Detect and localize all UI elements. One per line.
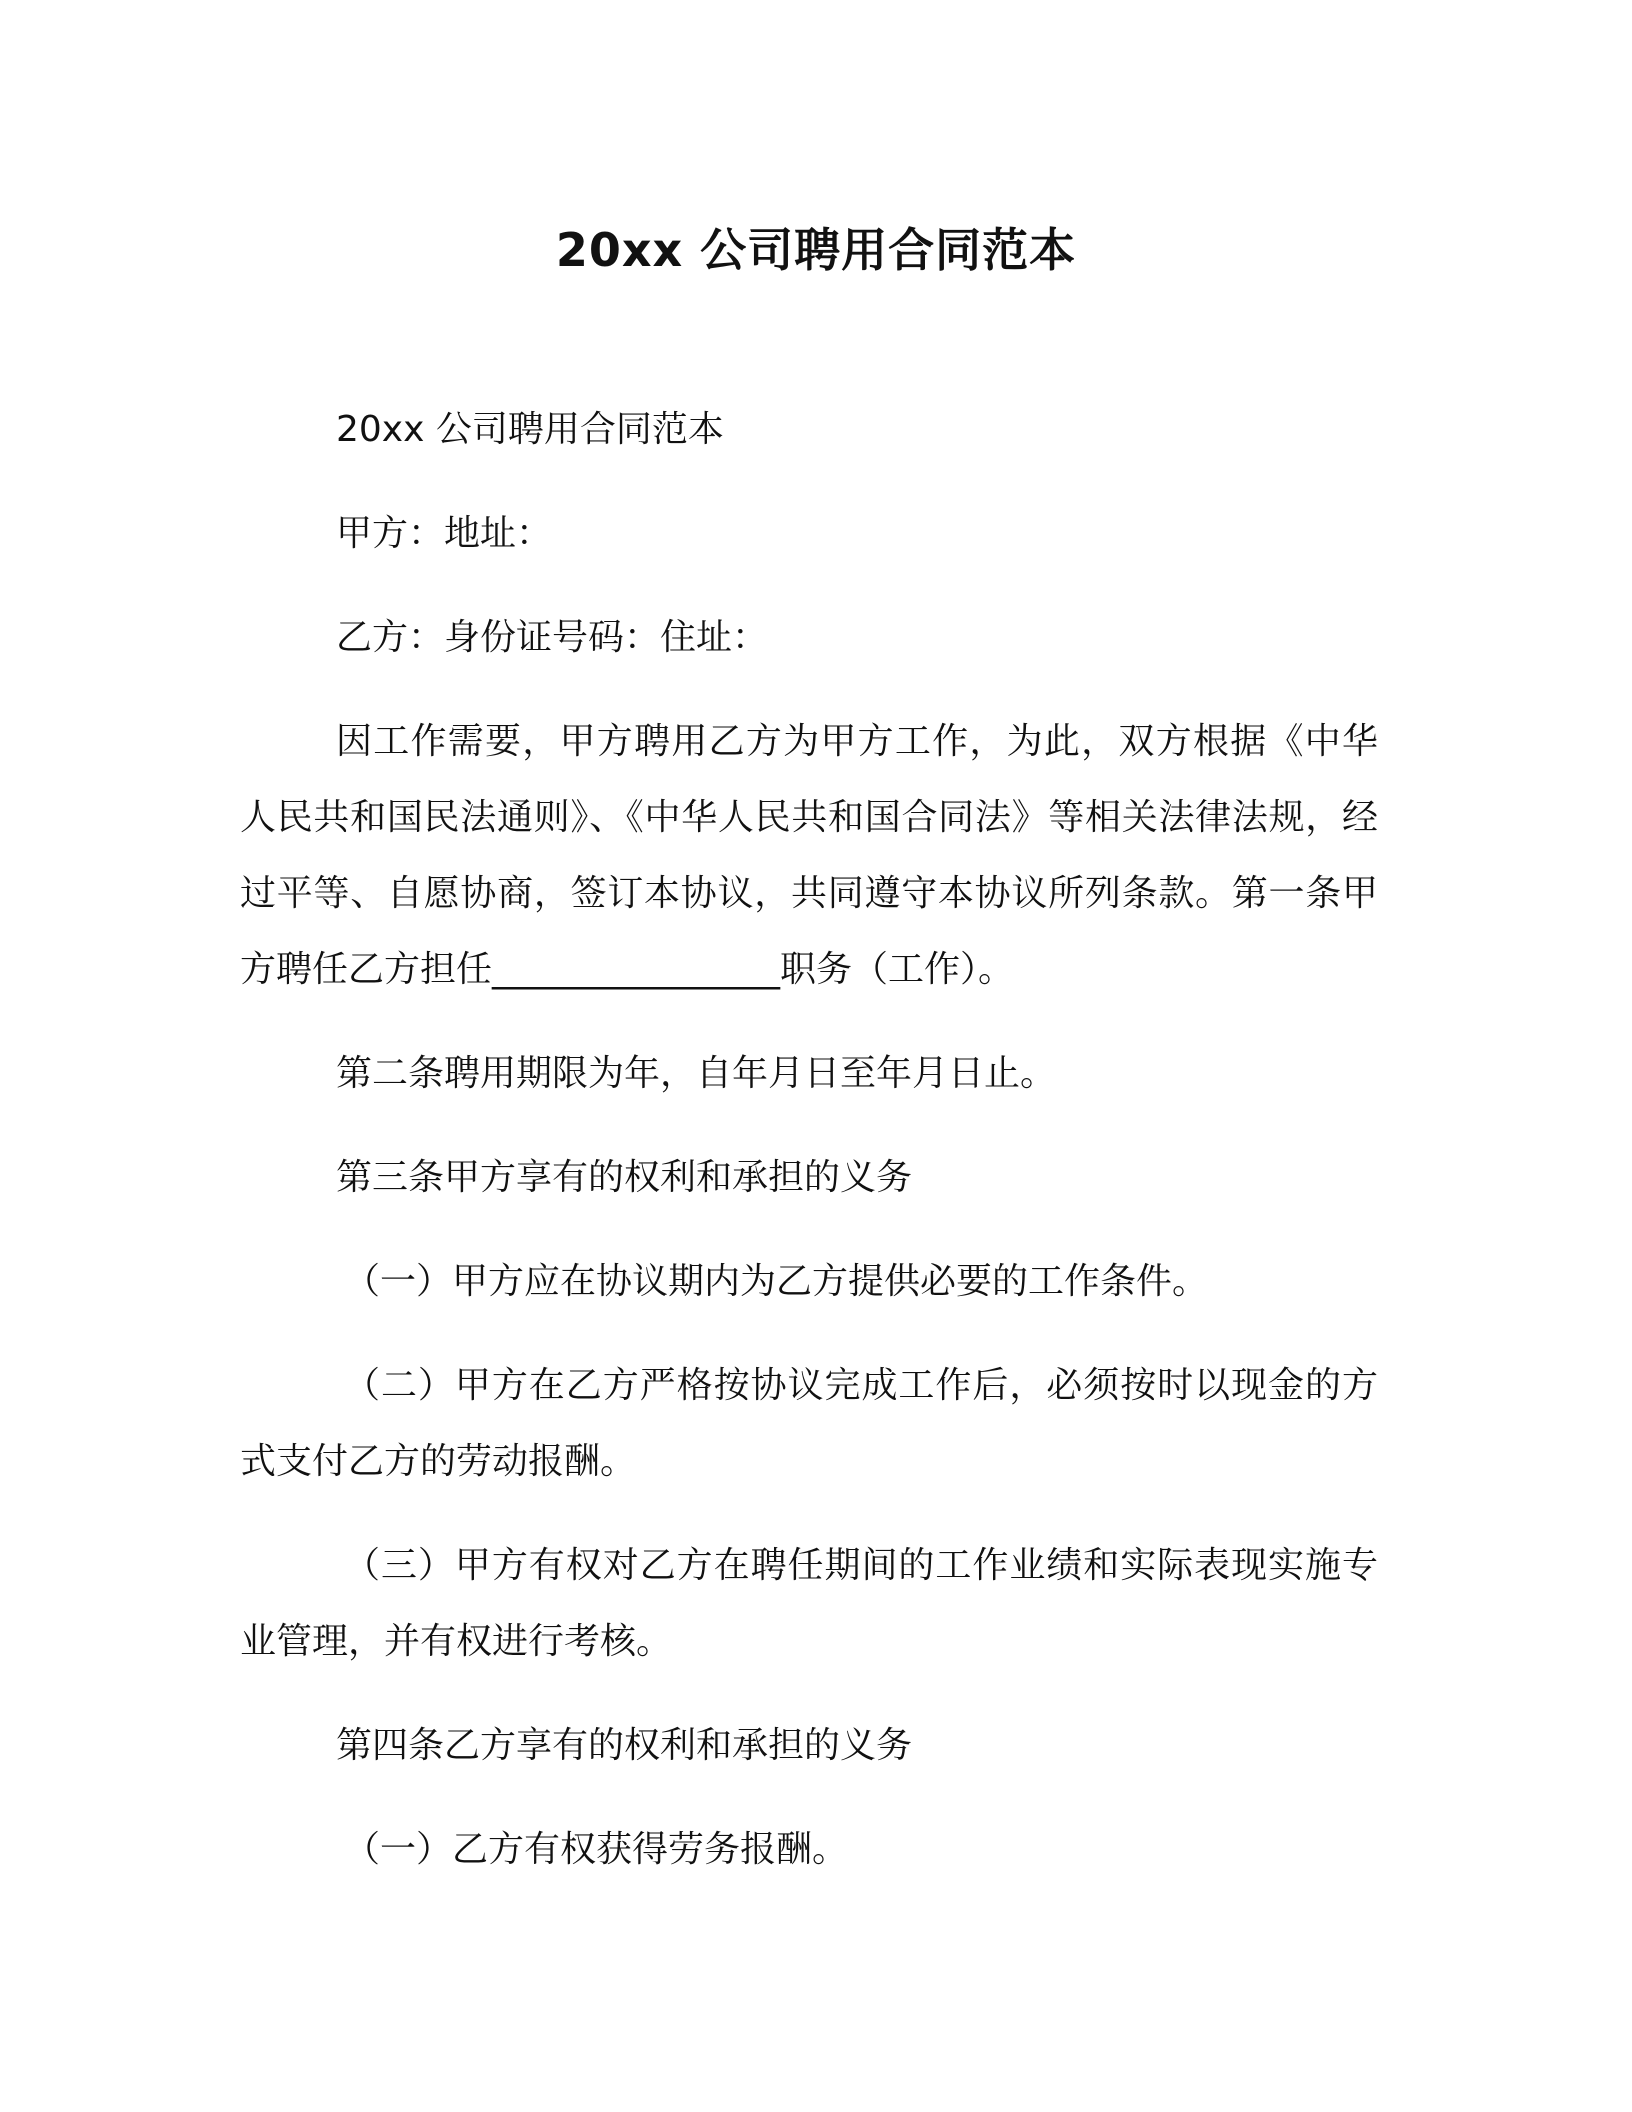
paragraph-article-3-item-1: （一）甲方应在协议期内为乙方提供必要的工作条件。 [344,1261,1209,1302]
paragraph-article-2: 第二条聘用期限为年，自年月日至年月日止。 [336,1053,1057,1094]
paragraph-party-b: 乙方：身份证号码：住址： [336,617,769,658]
paragraph-party-a: 甲方：地址： [336,513,553,554]
document-body [240,392,1378,1916]
paragraph-article-3-item-3: （三）甲方有权对乙方在聘任期间的工作业绩和实际表现实施专业管理，并有权进行考核。 [240,1545,1378,1662]
paragraph-article-3-item-2: （二）甲方在乙方严格按协议完成工作后，必须按时以现金的方式支付乙方的劳动报酬。 [240,1365,1378,1482]
paragraph-article-4-item-1: （一）乙方有权获得劳务报酬。 [344,1829,849,1870]
paragraph-subtitle: 20xx 公司聘用合同范本 [336,409,724,450]
paragraph-article-4: 第四条乙方享有的权利和承担的义务 [336,1725,913,1766]
paragraph-article-3: 第三条甲方享有的权利和承担的义务 [336,1157,913,1198]
document-title: 20xx 公司聘用合同范本 [555,223,1077,277]
paragraph-preamble: 因工作需要，甲方聘用乙方为甲方工作，为此，双方根据《中华人民共和国民法通则》、《中华人民共和国合同法》等相关法律法规，经过平等、自愿协商，签订本协议，共同遵守本协议所列条款。第一条甲方聘任乙方担任________________职务（工作）。 [240,721,1378,990]
